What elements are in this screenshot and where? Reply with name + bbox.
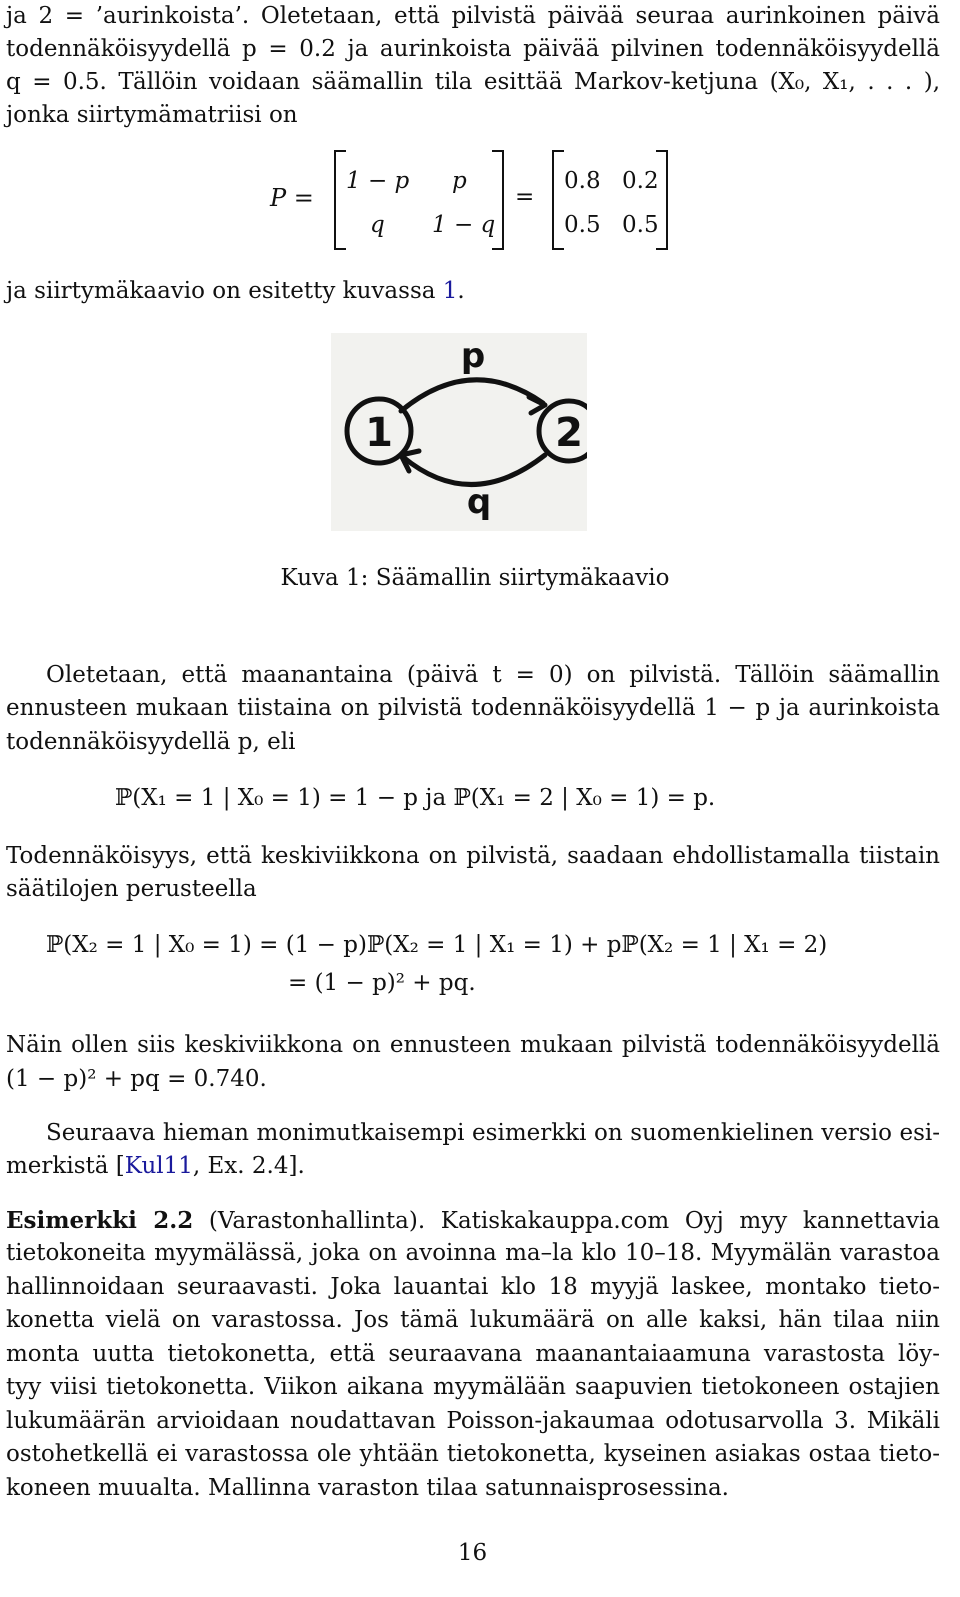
- text-line-4: jonka siirtymämatriisi on: [6, 102, 298, 128]
- example-title: (Varastonhallinta).: [193, 1208, 441, 1234]
- figure-caption: Kuva 1: Säämallin siirtymäkaavio: [280, 565, 670, 591]
- para5-prefix: merkistä [: [6, 1153, 125, 1179]
- para5-suffix: , Ex. 2.4].: [192, 1153, 305, 1179]
- equation-2-line-2: = (1 − p)² + pq.: [288, 970, 476, 996]
- matrix-num-11: 0.8: [564, 168, 601, 194]
- bracket-right-1: [492, 150, 504, 250]
- para3-line-1: Todennäköisyys, että keskiviikkona on pilvistä, saadaan ehdollistamalla tiistain: [6, 843, 940, 869]
- diagram-ref-suffix: .: [457, 278, 465, 304]
- example-heading: Esimerkki 2.2: [6, 1207, 194, 1234]
- para5-line-1: Seuraava hieman monimutkaisempi esimerkki on suomenkielinen versio esi-: [46, 1120, 940, 1146]
- example-line-2: tietokoneita myymälässä, joka on avoinna ma–la klo 10–18. Myymälän varastoa: [6, 1240, 940, 1266]
- diagram-ref-prefix: ja siirtymäkaavio on esitetty kuvassa: [6, 278, 443, 304]
- text-line-diagram-ref: [6, 275, 465, 308]
- example-line-9: koneen muualta. Mallinna varaston tilaa satunnaisprosessina.: [6, 1475, 729, 1501]
- arc-label-q: q: [466, 482, 492, 522]
- example-line-6: tyy viisi tietokonetta. Viikon aikana myymälään saapuvien tietokoneen ostajien: [6, 1374, 940, 1400]
- para2-line-2: ennusteen mukaan tiistaina on pilvistä todennäköisyydellä 1 − p ja aurinkoista: [6, 695, 940, 721]
- text-line-1: ja 2 = ’aurinkoista’. Oletetaan, että pilvistä päivää seuraa aurinkoinen päivä: [6, 3, 940, 29]
- para3-line-2: säätilojen perusteella: [6, 876, 257, 902]
- transition-diagram-image: [331, 333, 587, 531]
- para4-line-1: Näin ollen siis keskiviikkona on ennusteen mukaan pilvistä todennäköisyydellä: [6, 1032, 940, 1058]
- arc-label-p: p: [460, 336, 486, 376]
- citation-link[interactable]: Kul11: [124, 1153, 193, 1179]
- transition-matrix: [260, 146, 700, 256]
- equation-1: ℙ(X₁ = 1 | X₀ = 1) = 1 − p ja ℙ(X₁ = 2 | X₀ = 1) = p.: [115, 785, 716, 811]
- example-line-1: [6, 1204, 940, 1238]
- para4-line-2: (1 − p)² + pq = 0.740.: [6, 1066, 267, 1092]
- matrix-cell-12: p: [452, 168, 467, 194]
- matrix-num-12: 0.2: [622, 168, 659, 194]
- example-text-1: Katiskakauppa.com Oyj myy kannettavia: [440, 1208, 941, 1234]
- example-line-3: hallinnoidaan seuraavasti. Joka lauantai klo 18 myyjä laskee, montako tieto-: [6, 1274, 940, 1300]
- matrix-cell-11: 1 − p: [346, 168, 410, 194]
- text-line-3: q = 0.5. Tällöin voidaan säämallin tila esittää Markov-ketjuna (X₀, X₁, . . . ),: [6, 69, 940, 95]
- para2-line-3: todennäköisyydellä p, eli: [6, 729, 296, 755]
- matrix-lhs: P =: [270, 184, 314, 212]
- bracket-left-2: [552, 150, 564, 250]
- example-line-5: monta uutta tietokonetta, että seuraavana maanantaiaamuna varastosta löy-: [6, 1341, 940, 1367]
- example-line-4: konetta vielä on varastossa. Jos tämä lukumäärä on alle kaksi, hän tilaa niin: [6, 1307, 940, 1333]
- para2-line-1: Oletetaan, että maanantaina (päivä t = 0) on pilvistä. Tällöin säämallin: [46, 662, 940, 688]
- matrix-num-22: 0.5: [622, 212, 659, 238]
- equation-2-line-1: ℙ(X₂ = 1 | X₀ = 1) = (1 − p)ℙ(X₂ = 1 | X₁ = 1) + pℙ(X₂ = 1 | X₁ = 2): [46, 932, 828, 958]
- matrix-num-21: 0.5: [564, 212, 601, 238]
- bracket-right-2: [656, 150, 668, 250]
- example-line-8: ostohetkellä ei varastossa ole yhtään tietokonetta, kyseinen asiakas ostaa tieto-: [6, 1441, 940, 1467]
- matrix-cell-21: q: [370, 212, 385, 238]
- figure-link[interactable]: 1: [442, 278, 458, 304]
- matrix-cell-22: 1 − q: [432, 212, 496, 238]
- matrix-equals: =: [515, 184, 535, 210]
- state-2-label: 2: [555, 410, 583, 456]
- bracket-left-1: [334, 150, 346, 250]
- page-number: 16: [457, 1540, 488, 1566]
- state-1-label: 1: [365, 410, 393, 456]
- text-line-2: todennäköisyydellä p = 0.2 ja aurinkoista päivää pilvinen todennäköisyydellä: [6, 36, 940, 62]
- para5-line-2: [6, 1150, 305, 1183]
- example-line-7: lukumäärän arvioidaan noudattavan Poisson-jakaumaa odotusarvolla 3. Mikäli: [6, 1408, 940, 1434]
